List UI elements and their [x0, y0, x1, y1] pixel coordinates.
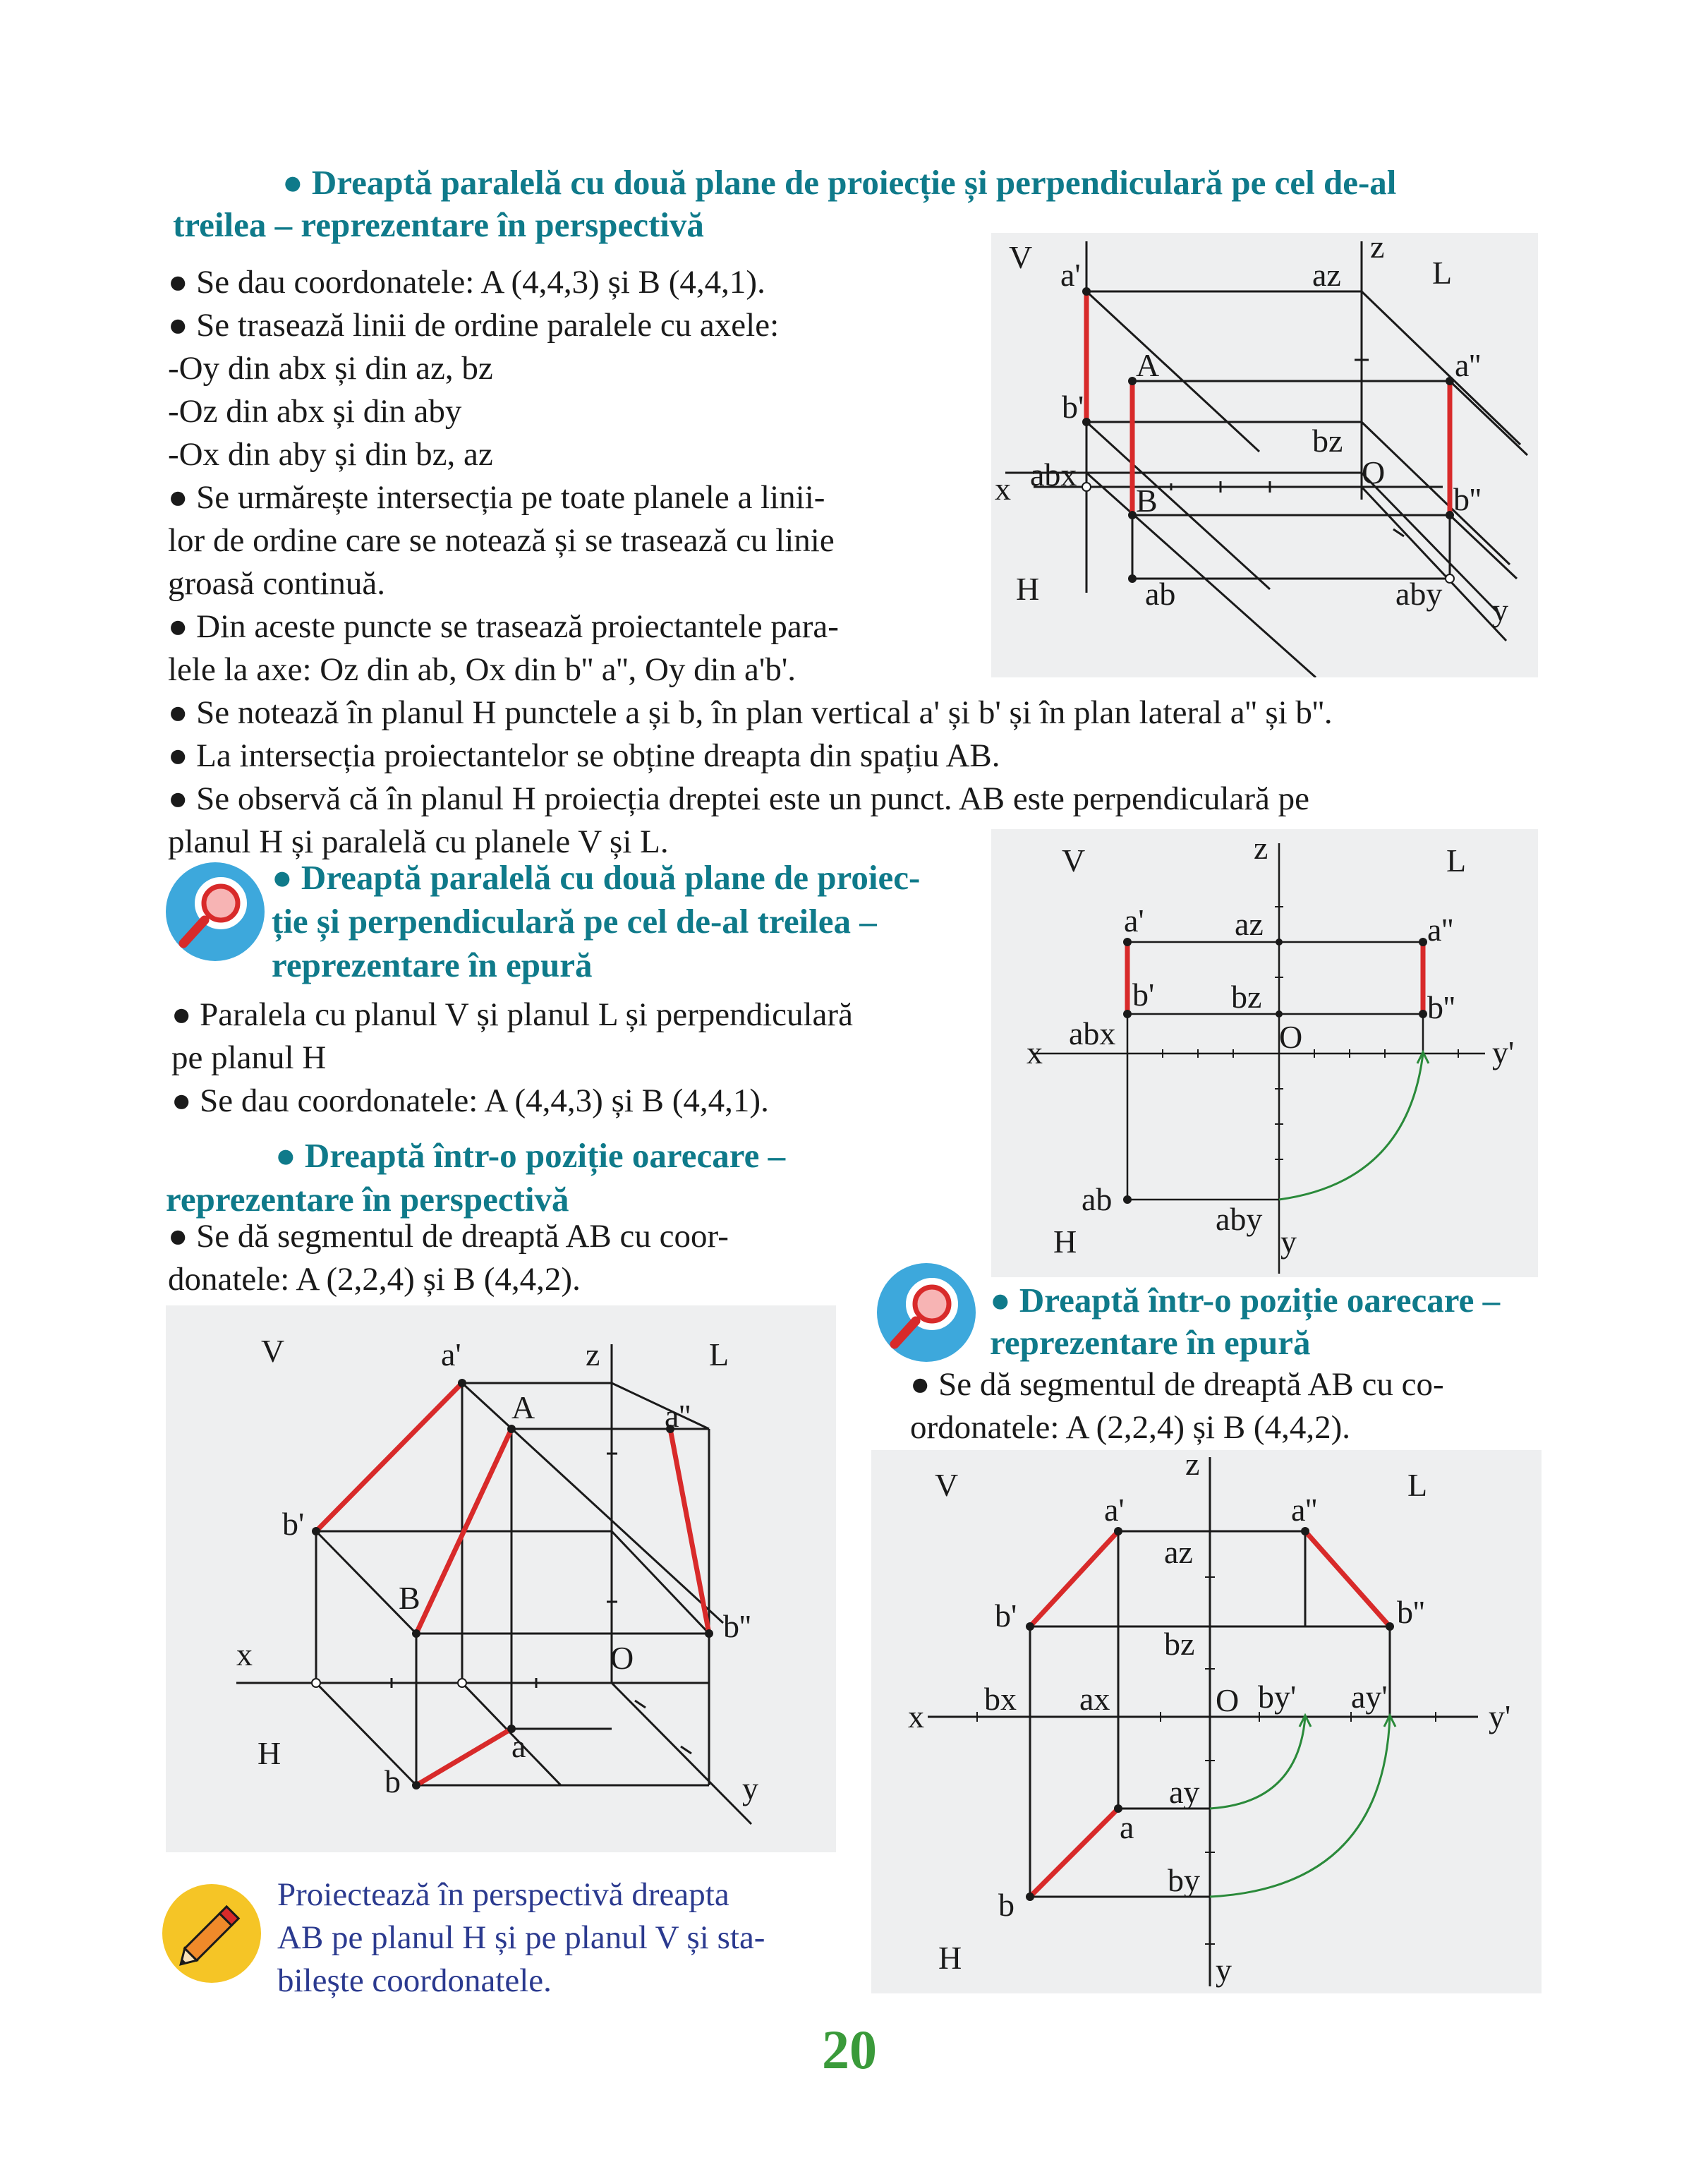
label-a-second: a'': [665, 1398, 691, 1434]
magnifier-icon: [166, 862, 265, 961]
label-z: z: [1370, 233, 1385, 265]
label-a-prime: a': [441, 1336, 461, 1372]
label-B: B: [1136, 483, 1158, 519]
label-abx: abx: [1030, 457, 1077, 493]
section4-text: [910, 1363, 1444, 1449]
label-aby: aby: [1395, 576, 1443, 612]
label-L: L: [1432, 255, 1453, 291]
section3-text: [168, 1215, 729, 1301]
label-O: O: [1362, 454, 1386, 490]
label-V: V: [935, 1467, 959, 1503]
label-z: z: [586, 1336, 600, 1372]
label-bx: bx: [984, 1681, 1017, 1717]
label-b-second: b'': [723, 1608, 751, 1644]
text-line: ● La intersecția proiectantelor se obține dreapta din spațiu AB.: [168, 737, 1000, 774]
figure3-perspective: [166, 1305, 836, 1852]
page-number: 20: [822, 2019, 877, 2080]
label-a-second: a'': [1455, 347, 1481, 383]
section2-heading: [272, 856, 920, 987]
label-V: V: [1009, 239, 1033, 275]
label-b: b: [998, 1887, 1014, 1923]
label-H: H: [258, 1735, 281, 1771]
task-line: Proiectează în perspectivă dreapta: [277, 1876, 729, 1913]
figure1-perspective: [991, 233, 1538, 677]
label-a-second: a'': [1427, 912, 1453, 948]
label-x: x: [908, 1698, 924, 1734]
text-line: pe planul H: [171, 1039, 327, 1076]
label-ay: ay: [1169, 1774, 1200, 1810]
text-line: ordonatele: A (2,2,4) și B (4,4,2).: [910, 1409, 1350, 1446]
label-a-prime: a': [1124, 903, 1144, 938]
label-a-second: a'': [1291, 1492, 1317, 1528]
label-a: a: [511, 1728, 526, 1764]
label-b-second: b'': [1427, 989, 1455, 1025]
label-aby: aby: [1216, 1201, 1263, 1237]
section2-text: [171, 994, 853, 1123]
label-by-prime: by': [1258, 1679, 1297, 1715]
label-y: y: [1280, 1224, 1297, 1260]
text-line: ● Se trasează linii de ordine paralele cu axele:: [168, 307, 780, 344]
label-by: by: [1168, 1862, 1200, 1898]
label-ay-prime: ay': [1351, 1679, 1388, 1715]
section4-heading-line2: reprezentare în epură: [990, 1323, 1311, 1362]
text-line: ● Se dă segmentul de dreaptă AB cu coor-: [168, 1218, 729, 1255]
text-line: ● Se dă segmentul de dreaptă AB cu co-: [910, 1366, 1444, 1403]
section1-heading-line1: ● Dreaptă paralelă cu două plane de proiecție și perpendiculară pe cel de-al: [282, 163, 1397, 202]
label-y: y: [1216, 1952, 1232, 1988]
label-a-prime: a': [1060, 257, 1081, 293]
label-a-prime: a': [1104, 1492, 1125, 1528]
label-y: y: [1492, 592, 1508, 628]
figure4-epura: [871, 1450, 1542, 1993]
label-H: H: [1016, 571, 1040, 607]
label-bz: bz: [1312, 423, 1343, 459]
text-line: ● Se dau coordonatele: A (4,4,3) și B (4,4,1).: [171, 1082, 769, 1119]
figure2-epura: [991, 829, 1538, 1277]
section3-heading-line1: ● Dreaptă într-o poziție oarecare –: [275, 1136, 786, 1175]
label-ax: ax: [1079, 1681, 1110, 1717]
text-line: planul H și paralelă cu planele V și L.: [168, 823, 669, 860]
label-x: x: [995, 471, 1011, 507]
pencil-icon: [162, 1884, 261, 1983]
section1-heading-line2: treilea – reprezentare în perspectivă: [173, 205, 704, 244]
label-z: z: [1254, 830, 1268, 866]
text-line: ● Din aceste puncte se trasează proiectantele para-: [168, 608, 839, 645]
label-O: O: [1279, 1019, 1303, 1055]
heading-line: ție și perpendiculară pe cel de-al treilea –: [272, 902, 877, 941]
label-b-prime: b': [1062, 389, 1084, 425]
label-O: O: [610, 1640, 634, 1676]
task-text: [277, 1873, 765, 2003]
label-az: az: [1164, 1534, 1193, 1570]
label-A: A: [1136, 347, 1160, 383]
text-line: -Oz din abx și din aby: [168, 393, 462, 430]
label-b-prime: b': [282, 1506, 305, 1542]
label-ab: ab: [1145, 576, 1176, 612]
label-x: x: [236, 1636, 253, 1672]
text-line: donatele: A (2,2,4) și B (4,4,2).: [168, 1261, 581, 1298]
label-az: az: [1235, 906, 1264, 942]
label-B: B: [399, 1580, 420, 1616]
text-line: lor de ordine care se notează și se trasează cu linie: [168, 522, 835, 559]
label-H: H: [938, 1940, 962, 1976]
label-a: a: [1120, 1809, 1134, 1845]
label-x: x: [1026, 1034, 1043, 1070]
label-V: V: [1062, 843, 1086, 879]
label-abx: abx: [1069, 1015, 1116, 1051]
text-line: ● Se observă că în planul H proiecția dreptei este un punct. AB este perpendiculară pe: [168, 780, 1309, 817]
label-y-prime: y': [1492, 1034, 1515, 1070]
text-line: -Oy din abx și din az, bz: [168, 350, 493, 387]
heading-line: reprezentare în epură: [272, 946, 593, 984]
label-az: az: [1312, 257, 1341, 293]
text-line: lele la axe: Oz din ab, Ox din b'' a'', Oy din a'b'.: [168, 651, 797, 688]
text-line: ● Se dau coordonatele: A (4,4,3) și B (4,4,1).: [168, 264, 765, 301]
label-A: A: [511, 1389, 535, 1425]
section3-heading-line2: reprezentare în perspectivă: [166, 1180, 569, 1219]
label-b-second: b'': [1397, 1594, 1425, 1630]
label-O: O: [1216, 1682, 1240, 1718]
label-H: H: [1053, 1224, 1077, 1260]
label-y-prime: y': [1489, 1698, 1511, 1734]
text-line: ● Paralela cu planul V și planul L și perpendiculară: [171, 996, 853, 1033]
label-b-second: b'': [1453, 481, 1482, 517]
section4-heading-line1: ● Dreaptă într-o poziție oarecare –: [990, 1281, 1501, 1320]
label-bz: bz: [1164, 1626, 1195, 1662]
label-L: L: [709, 1336, 729, 1372]
label-L: L: [1407, 1467, 1428, 1503]
label-b-prime: b': [995, 1598, 1017, 1634]
text-line: groasă continuă.: [168, 565, 386, 602]
label-V: V: [261, 1333, 285, 1369]
task-line: AB pe planul H și pe planul V și sta-: [277, 1919, 765, 1956]
label-b: b: [384, 1763, 401, 1799]
magnifier-icon: [877, 1263, 976, 1362]
label-z: z: [1185, 1450, 1200, 1482]
label-L: L: [1446, 843, 1467, 879]
label-ab: ab: [1082, 1181, 1113, 1217]
task-line: bilește coordonatele.: [277, 1962, 552, 1999]
label-bz: bz: [1231, 979, 1262, 1015]
label-b-prime: b': [1132, 977, 1155, 1013]
heading-line: ● Dreaptă paralelă cu două plane de proiec-: [272, 858, 921, 897]
text-line: -Ox din aby și din bz, az: [168, 436, 493, 473]
label-y: y: [742, 1770, 758, 1806]
text-line: ● Se notează în planul H punctele a și b, în plan vertical a' și b' și în plan lateral a'' și b''.: [168, 694, 1333, 731]
text-line: ● Se urmărește intersecția pe toate planele a linii-: [168, 479, 825, 516]
